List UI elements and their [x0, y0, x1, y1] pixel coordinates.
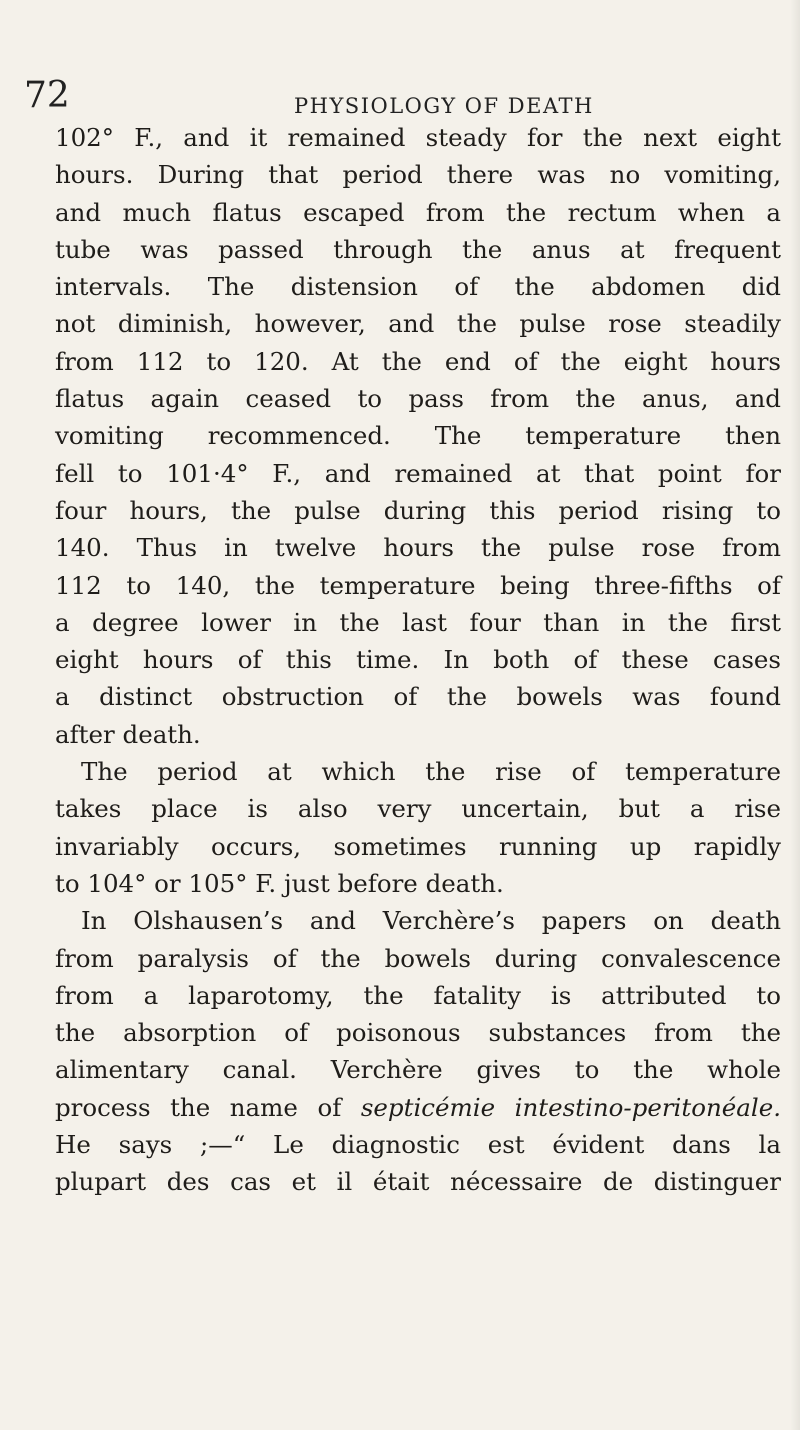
text-line: flatus again ceased to pass from the anus, and	[55, 384, 781, 414]
body-text	[55, 119, 781, 1201]
text-line: from a laparotomy, the fatality is attributed to	[55, 980, 781, 1010]
text-line: a degree lower in the last four than in the first	[55, 607, 781, 637]
text-line: from paralysis of the bowels during convalescence	[55, 943, 781, 973]
page-number: 72	[24, 75, 70, 116]
running-head: PHYSIOLOGY OF DEATH	[294, 94, 594, 118]
page-edge-shadow	[790, 0, 800, 1430]
text-line: after death.	[55, 719, 201, 749]
text-line-with-italic	[55, 1089, 781, 1126]
text-line: 102° F., and it remained steady for the next eight	[55, 123, 781, 152]
text-line: takes place is also very uncertain, but a rise	[55, 794, 781, 824]
text-line: He says ;—“ Le diagnostic est évident dans la	[55, 1130, 781, 1160]
text-line: fell to 101·4° F., and remained at that point for	[55, 458, 781, 488]
text-line: eight hours of this time. In both of these cases	[55, 645, 781, 675]
text-line: invariably occurs, sometimes running up rapidly	[55, 831, 781, 861]
text-line: plupart des cas et il était nécessaire de distinguer	[55, 1167, 781, 1197]
text-line: intervals. The distension of the abdomen did	[55, 272, 781, 302]
text-line: alimentary canal. Verchère gives to the whole	[55, 1055, 781, 1085]
text-line: tube was passed through the anus at frequent	[55, 234, 781, 264]
text-line: a distinct obstruction of the bowels was found	[55, 682, 781, 712]
text-line: and much flatus escaped from the rectum when a	[55, 197, 781, 227]
text-line: 140. Thus in twelve hours the pulse rose from	[55, 533, 781, 563]
text-line: not diminish, however, and the pulse rose steadily	[55, 309, 781, 339]
text-fragment: process the name of	[55, 1092, 361, 1122]
text-line: 112 to 140, the temperature being three-fifths of	[55, 570, 781, 600]
italic-term: septicémie intestino-peritonéale.	[360, 1092, 781, 1122]
paragraph-start: In Olshausen’s and Verchère’s papers on death	[81, 906, 781, 936]
paragraph-start: The period at which the rise of temperature	[81, 757, 781, 787]
text-line: from 112 to 120. At the end of the eight hours	[55, 346, 781, 376]
text-line: the absorption of poisonous substances from the	[55, 1018, 781, 1048]
text-line: to 104° or 105° F. just before death.	[55, 868, 504, 898]
text-line: vomiting recommenced. The temperature then	[55, 421, 781, 451]
text-line: four hours, the pulse during this period rising to	[55, 495, 781, 525]
text-line: hours. During that period there was no vomiting,	[55, 160, 781, 190]
